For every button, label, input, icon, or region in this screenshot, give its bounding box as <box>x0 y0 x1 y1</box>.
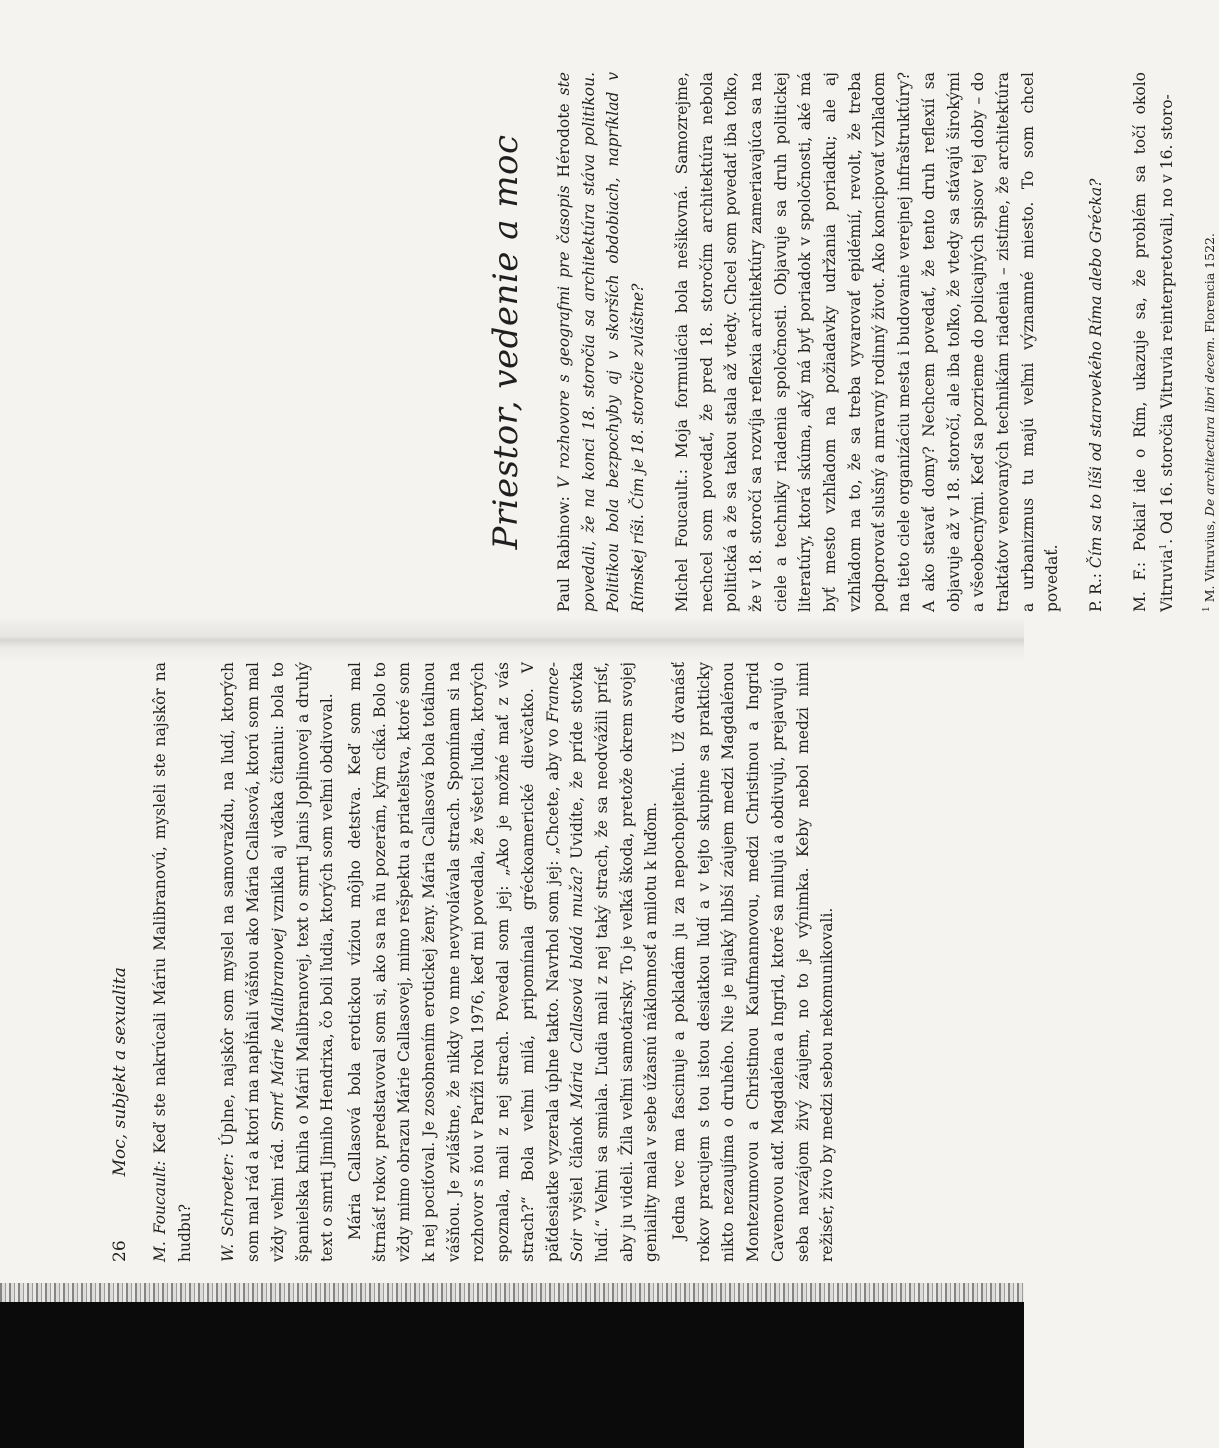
page-number: 26 <box>110 1240 130 1262</box>
answer-1-text-a: Úplne, najskôr som myslel na samovraždu, na ľudí, ktorých som mal rád a ktorí ma napĺňali vášňou ako Mária Callasová, ktorú som mal vždy veľmi rád. <box>219 662 287 1262</box>
speaker-foucault: M. Foucault: <box>151 1160 169 1262</box>
question-2-text: Čím sa to líši od starovekého Ríma alebo Grécka? <box>1087 178 1106 569</box>
answer-foucault <box>670 72 1065 612</box>
answer-2-text-a: Pokiaľ ide o Rím, ukazuje sa, že problém sa točí okolo Vitruvia <box>1130 72 1177 612</box>
speaker-mf: M. F.: <box>1130 561 1149 612</box>
chapter-title: Priestor, vedenie a moc <box>486 134 526 550</box>
footnote-ref: 1 <box>1159 543 1170 550</box>
answer-2 <box>1128 72 1181 612</box>
footnote <box>1198 72 1219 612</box>
question-rabinow-text-b: ste povedali, že na konci 18. storočia sa architektúra stáva politikou. Politikou bola bezpochyby aj v skorších obdobiach, napríklad v Rímskej ríši. Čím je 18. storočie zvláštne? <box>555 72 648 612</box>
paragraph-callas-b: vyšiel článok <box>568 1116 587 1222</box>
article-title: Mária Callasová bladá mužа? <box>568 867 587 1109</box>
right-page <box>480 72 1218 612</box>
paragraph-callas-c: Uvidíte, že príde stovka ľudí.“ Veľmi sa smiala. Ľudia mali z nej taký strach, že sa neodvážili prísť, aby ju videli. Žila veľmi samotársky. To je veľká škoda, pretože okrem svojej geniality mala v sebe úžasnú náklonnosť a milotu k ľuďom. <box>568 661 661 1262</box>
speaker-schroeter: W. Schroeter: <box>219 1153 238 1262</box>
speaker-rabinow: Paul Rabinow: <box>555 496 573 612</box>
answer-1-text-b: vznikla aj vďaka čítaniu: bola to španielska kniha o Márii Malibranovej, text o smrti Janis Joplinovej a druhý text o smrti Jimiho Hendrixa, čo boli ľudia, ktorých som veľmi obdivoval. <box>268 662 337 1262</box>
speaker-pr: P. R.: <box>1087 573 1106 612</box>
scan-border-black <box>0 1302 1024 1448</box>
question-rabinow <box>552 72 651 612</box>
footnote-mark: 1 <box>1202 606 1213 612</box>
answer-1 <box>216 662 340 1262</box>
page-gutter-shadow <box>0 616 1024 662</box>
journal-name: Hérodote <box>555 103 573 178</box>
running-head <box>110 662 130 1262</box>
speaker-foucault-full: Michel Foucault.: <box>672 469 691 612</box>
question-rabinow-text-a: V rozhovore s geografmi pre časopis <box>555 185 573 489</box>
footnote-place: Florencia 1522. <box>1202 233 1218 333</box>
newspaper-name: France-Soir <box>543 662 587 1262</box>
footnote-author: M. Vitruvius, <box>1202 520 1218 603</box>
answer-1-book: Smrť Márie Malibranovej <box>268 928 287 1132</box>
paragraph-group: Jedna vec ma fascinuje a pokladám ju za nepochopiteľnú. Už dvanásť rokov pracujem s tou istou desiatkou ľudí a v tejto skupine sa prakticky nikto nezaujíma o druhého. Nie je nijaký hlbší záujem medzi Magdalénou Montezumovou a Christinou Kaufmannovou, medzi Christinou a Ingrid Cavenovou atď. Magdaléna a Ingrid, ktoré sa milujú a obdivujú, prejavujú o seba navzájom živý záujem, no to je výnimka. Keby nebol medzi nimi režisér, živo by medzi sebou nekomunikovali. <box>670 662 837 1262</box>
paragraph-callas <box>343 662 664 1262</box>
running-head-title: Moc, subjekt a sexualita <box>110 967 130 1177</box>
answer-foucault-text: Moja formulácia bola nešikovná. Samozrejme, nechcel som povedať, že pred 18. storočím architektúra nebola politická a že sa takou stala až vtedy. Chcel som povedať iba toľko, že v 18. storočí sa rozvíja reflexia architektúry zameriavajúca sa na ciele a techniky riadenia spoločnosti. Objavuje sa druh politickej literatúry, ktorá skúma, aký má byť poriadok v spoločnosti, aké má byť mesto vzhľadom na požiadavky udržania poriadku; ale aj vzhľadom na to, že sa treba vyvarovať epidémií, revolt, že treba podporovať slušný a mravný rodinný život. Ako koncipovať vzhľadom na tieto ciele organizáciu mesta i budovanie verejnej infraštruktúry? A ako stavať domy? Nechcem povedať, že tento druh reflexií sa objavuje až v 18. storočí, ale iba toľko, že vtedy sa stávajú širokými a všeobecnými. Keď sa pozrieme do policajných spisov tej doby – do traktátov venovaných technikám riadenia – zistíme, že architektúra a urbanizmus tu majú veľmi významné miesto. To som chcel povedať. <box>672 72 1062 612</box>
question-1 <box>148 662 197 1262</box>
footnote-title: De architectura libri decem. <box>1202 336 1218 517</box>
left-page <box>110 661 837 1262</box>
paragraph-callas-a: Mária Callasová bola erotickou víziou môjho detstva. Keď som mal štrnásť rokov, predstavoval som si, ako sa na ňu pozerám, kým cíká. Bolo to vždy mimo obrazu Márie Callasovej, mimo rešpektu a priateľstva, ktoré som k nej pociťoval. Je zosobnením erotickej ženy. Mária Callasová bola totálnou vášňou. Je zvláštne, že nikdy vo mne nevyvolávala strach. Spomínam si na rozhovor s ňou v Paríži roku 1976, keď mi povedala, že všetci ľudia, ktorých spoznala, mali z nej strach. Povedal som jej: „Ako je možné mať z vás strach?“ Bola veľmi milá, pripomínala gréckoamerické dievčatko. V päťdesiatke vyzerala úplne takto. Navrhol som jej: „Chcete, aby vo <box>345 662 562 1262</box>
question-1-text: Keď ste nakrúcali Máriu Malibranovú, mysleli ste najskôr na hudbu? <box>151 662 194 1262</box>
question-2 <box>1084 72 1109 612</box>
answer-2-text-b: . Od 16. storočia Vitruvia reinterpretovali, no v 16. storo- <box>1158 94 1177 544</box>
